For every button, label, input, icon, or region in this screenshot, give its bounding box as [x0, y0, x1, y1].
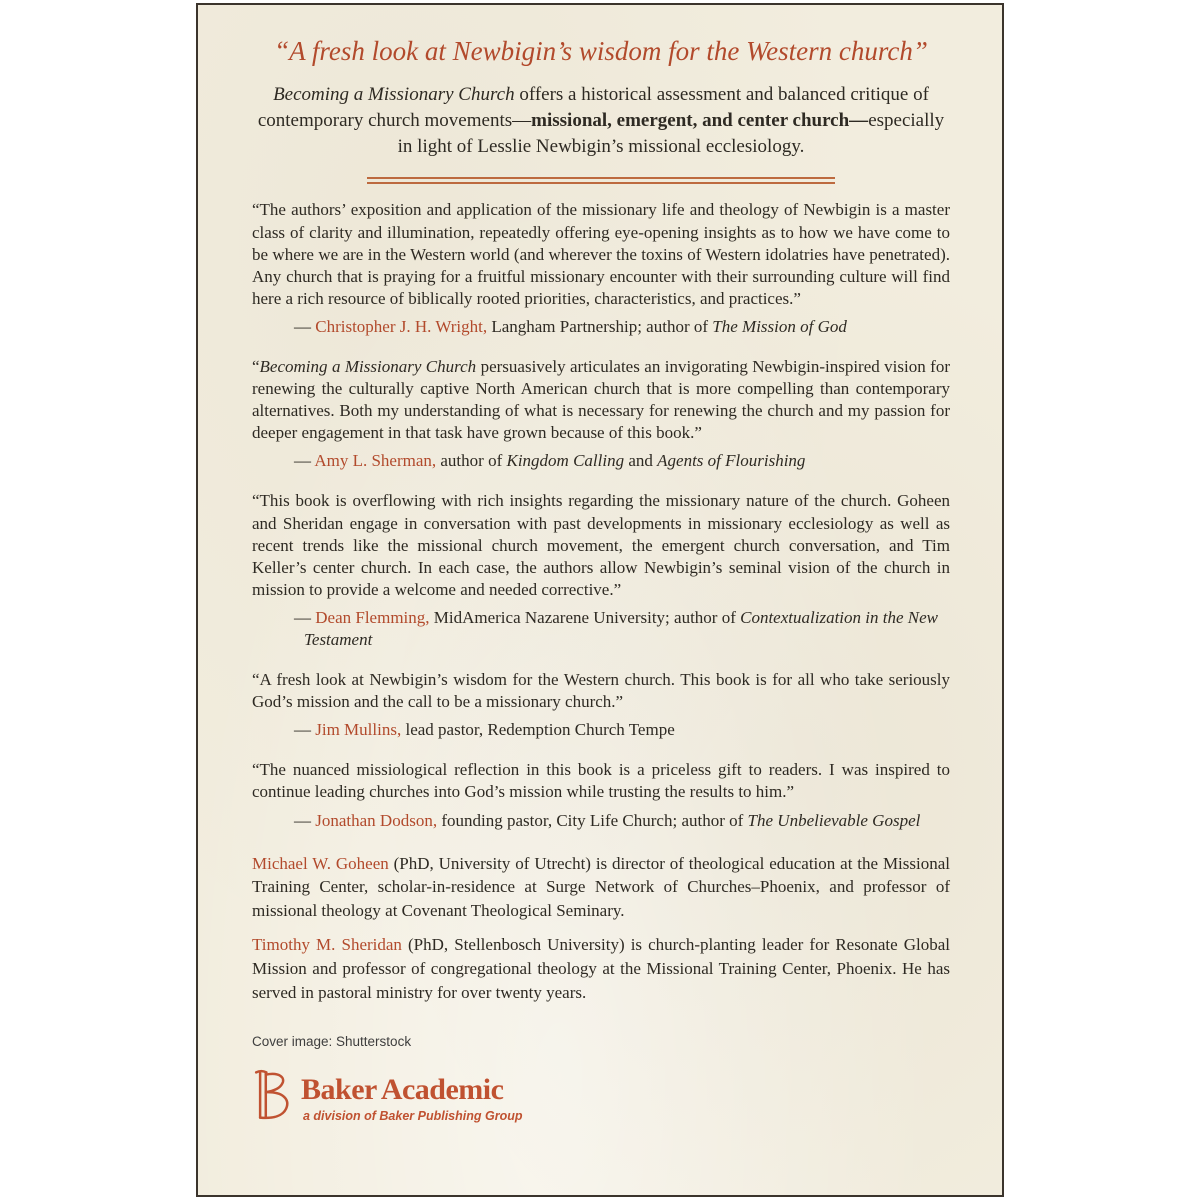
intro-paragraph [255, 82, 947, 161]
cover-credit: Cover image: Shutterstock [252, 1034, 412, 1050]
text-segment: Jonathan Dodson, [315, 810, 438, 830]
endorsement-quote [252, 199, 950, 309]
endorsement [252, 669, 950, 741]
endorsements-list [252, 199, 950, 831]
text-segment: Amy L. Sherman, [314, 451, 437, 471]
text-segment: author of [436, 451, 507, 471]
book-back-cover [196, 3, 1004, 1197]
text-segment: Langham Partnership; author of [487, 316, 713, 336]
author-bio [252, 852, 950, 923]
endorsement-quote [252, 759, 950, 803]
text-segment: — [294, 720, 316, 740]
publisher-name [301, 1075, 522, 1105]
text-segment: Timothy M. Sheridan [252, 935, 402, 955]
text-segment: (PhD, Stellenbosch University) is church-planting leader for Resonate Global Mission and professor of congregational theology at the Missional Training Center, Phoenix. He has served in pastoral ministry for over twenty years. [252, 935, 950, 1002]
text-segment: “A fresh look at Newbigin’s wisdom for the Western church. This book is for all who take seriously God’s mission and the call to be a missionary church.” [252, 670, 950, 712]
text-segment: “The nuanced missiological reflection in this book is a priceless gift to readers. I was inspired to continue leading churches into God’s mission while trusting the results to him.” [252, 760, 950, 802]
author-bios [252, 852, 950, 1005]
endorsement-quote [252, 669, 950, 713]
text-segment: — [294, 316, 316, 336]
endorsement [252, 759, 950, 831]
text-segment: (PhD, University of Utrecht) is director of theological education at the Missional Training Center, scholar-in-residence at Surge Network of Churches–Phoenix, and professor of missional theology at Covenant Theological Seminary. [252, 853, 951, 921]
publisher-tagline: a division of Baker Publishing Group [303, 1109, 523, 1124]
back-cover-content [198, 5, 1002, 1126]
text-segment: — [294, 451, 315, 471]
text-segment: “The authors’ exposition and application of the missionary life and theology of Newbigin is a master class of clarity and illumination, repeatedly offering eye-opening insights as to how we have come to be where we are in the Western world (and wherever the toxins of Western idolatries have penetrated). Any church that is praying for a fruitful missionary encounter with their surrounding culture will find here a rich resource of biblically rooted priorities, characteristics, and practices.” [252, 200, 950, 308]
text-segment: MidAmerica Nazarene University; author of [429, 607, 741, 627]
headline-quote: “A fresh look at Newbigin’s wisdom for the Western church” [274, 36, 928, 66]
text-segment: especially in light of Lesslie Newbigin’s missional ecclesiology. [397, 109, 945, 158]
text-segment: Michael W. Goheen [252, 853, 389, 873]
text-segment: The Mission of God [712, 316, 847, 336]
publisher-logo [252, 1069, 950, 1126]
text-segment: Dean Flemming, [315, 607, 430, 627]
endorsement-attribution [252, 607, 950, 651]
baker-monogram-icon [252, 1069, 292, 1126]
text-segment: persuasively articulates an invigorating Newbigin-inspired vision for renewing the culturally captive North American church that is more compelling than contemporary alternatives. Both my understanding of what is necessary for renewing the church and my passion for deeper engagement in that task have grown because of this book.” [252, 356, 950, 443]
text-segment: and [624, 451, 658, 471]
text-segment: Christopher J. H. Wright, [315, 316, 488, 336]
endorsement-attribution [252, 719, 950, 741]
text-segment: — [294, 810, 316, 830]
text-segment: Kingdom Calling [506, 451, 625, 471]
endorsement-quote [252, 490, 950, 600]
endorsement-quote [252, 356, 950, 444]
section-divider [367, 177, 835, 184]
text-segment: “This book is overflowing with rich insights regarding the missionary nature of the church. Goheen and Sheridan engage in conversation with past developments in missionary ecclesiology as well as recent trends like the missional church movement, the emergent church conversation, and Tim Keller’s center church. In each case, the authors allow Newbigin’s seminal vision of the church in mission to provide a welcome and needed corrective.” [252, 491, 950, 599]
publisher-name-academic: Academic [380, 1073, 504, 1107]
text-segment: Agents of Flourishing [657, 451, 806, 471]
text-segment: Becoming a Missionary Church [273, 83, 515, 105]
publisher-name-baker: Baker [301, 1073, 377, 1107]
endorsement [252, 199, 950, 338]
endorsement [252, 356, 950, 472]
publisher-text [301, 1069, 522, 1123]
endorsement-attribution [252, 316, 950, 338]
text-segment: missional, emergent, and center church— [531, 109, 869, 131]
endorsement-attribution [252, 810, 950, 832]
text-segment: lead pastor, Redemption Church Tempe [401, 720, 675, 740]
text-segment: — [294, 607, 316, 627]
endorsement-attribution [252, 450, 950, 472]
text-segment: The Unbelievable Gospel [747, 810, 921, 830]
text-segment: “ [252, 356, 260, 376]
author-bio [252, 933, 950, 1004]
text-segment: Jim Mullins, [315, 720, 402, 740]
text-segment: founding pastor, City Life Church; author of [437, 810, 748, 830]
endorsement [252, 490, 950, 651]
text-segment: Becoming a Missionary Church [259, 356, 477, 376]
text-segment: offers a historical assessment and balanced critique of contemporary church movements— [257, 83, 929, 131]
text-segment: Contextualization in the New Testament [304, 607, 938, 649]
